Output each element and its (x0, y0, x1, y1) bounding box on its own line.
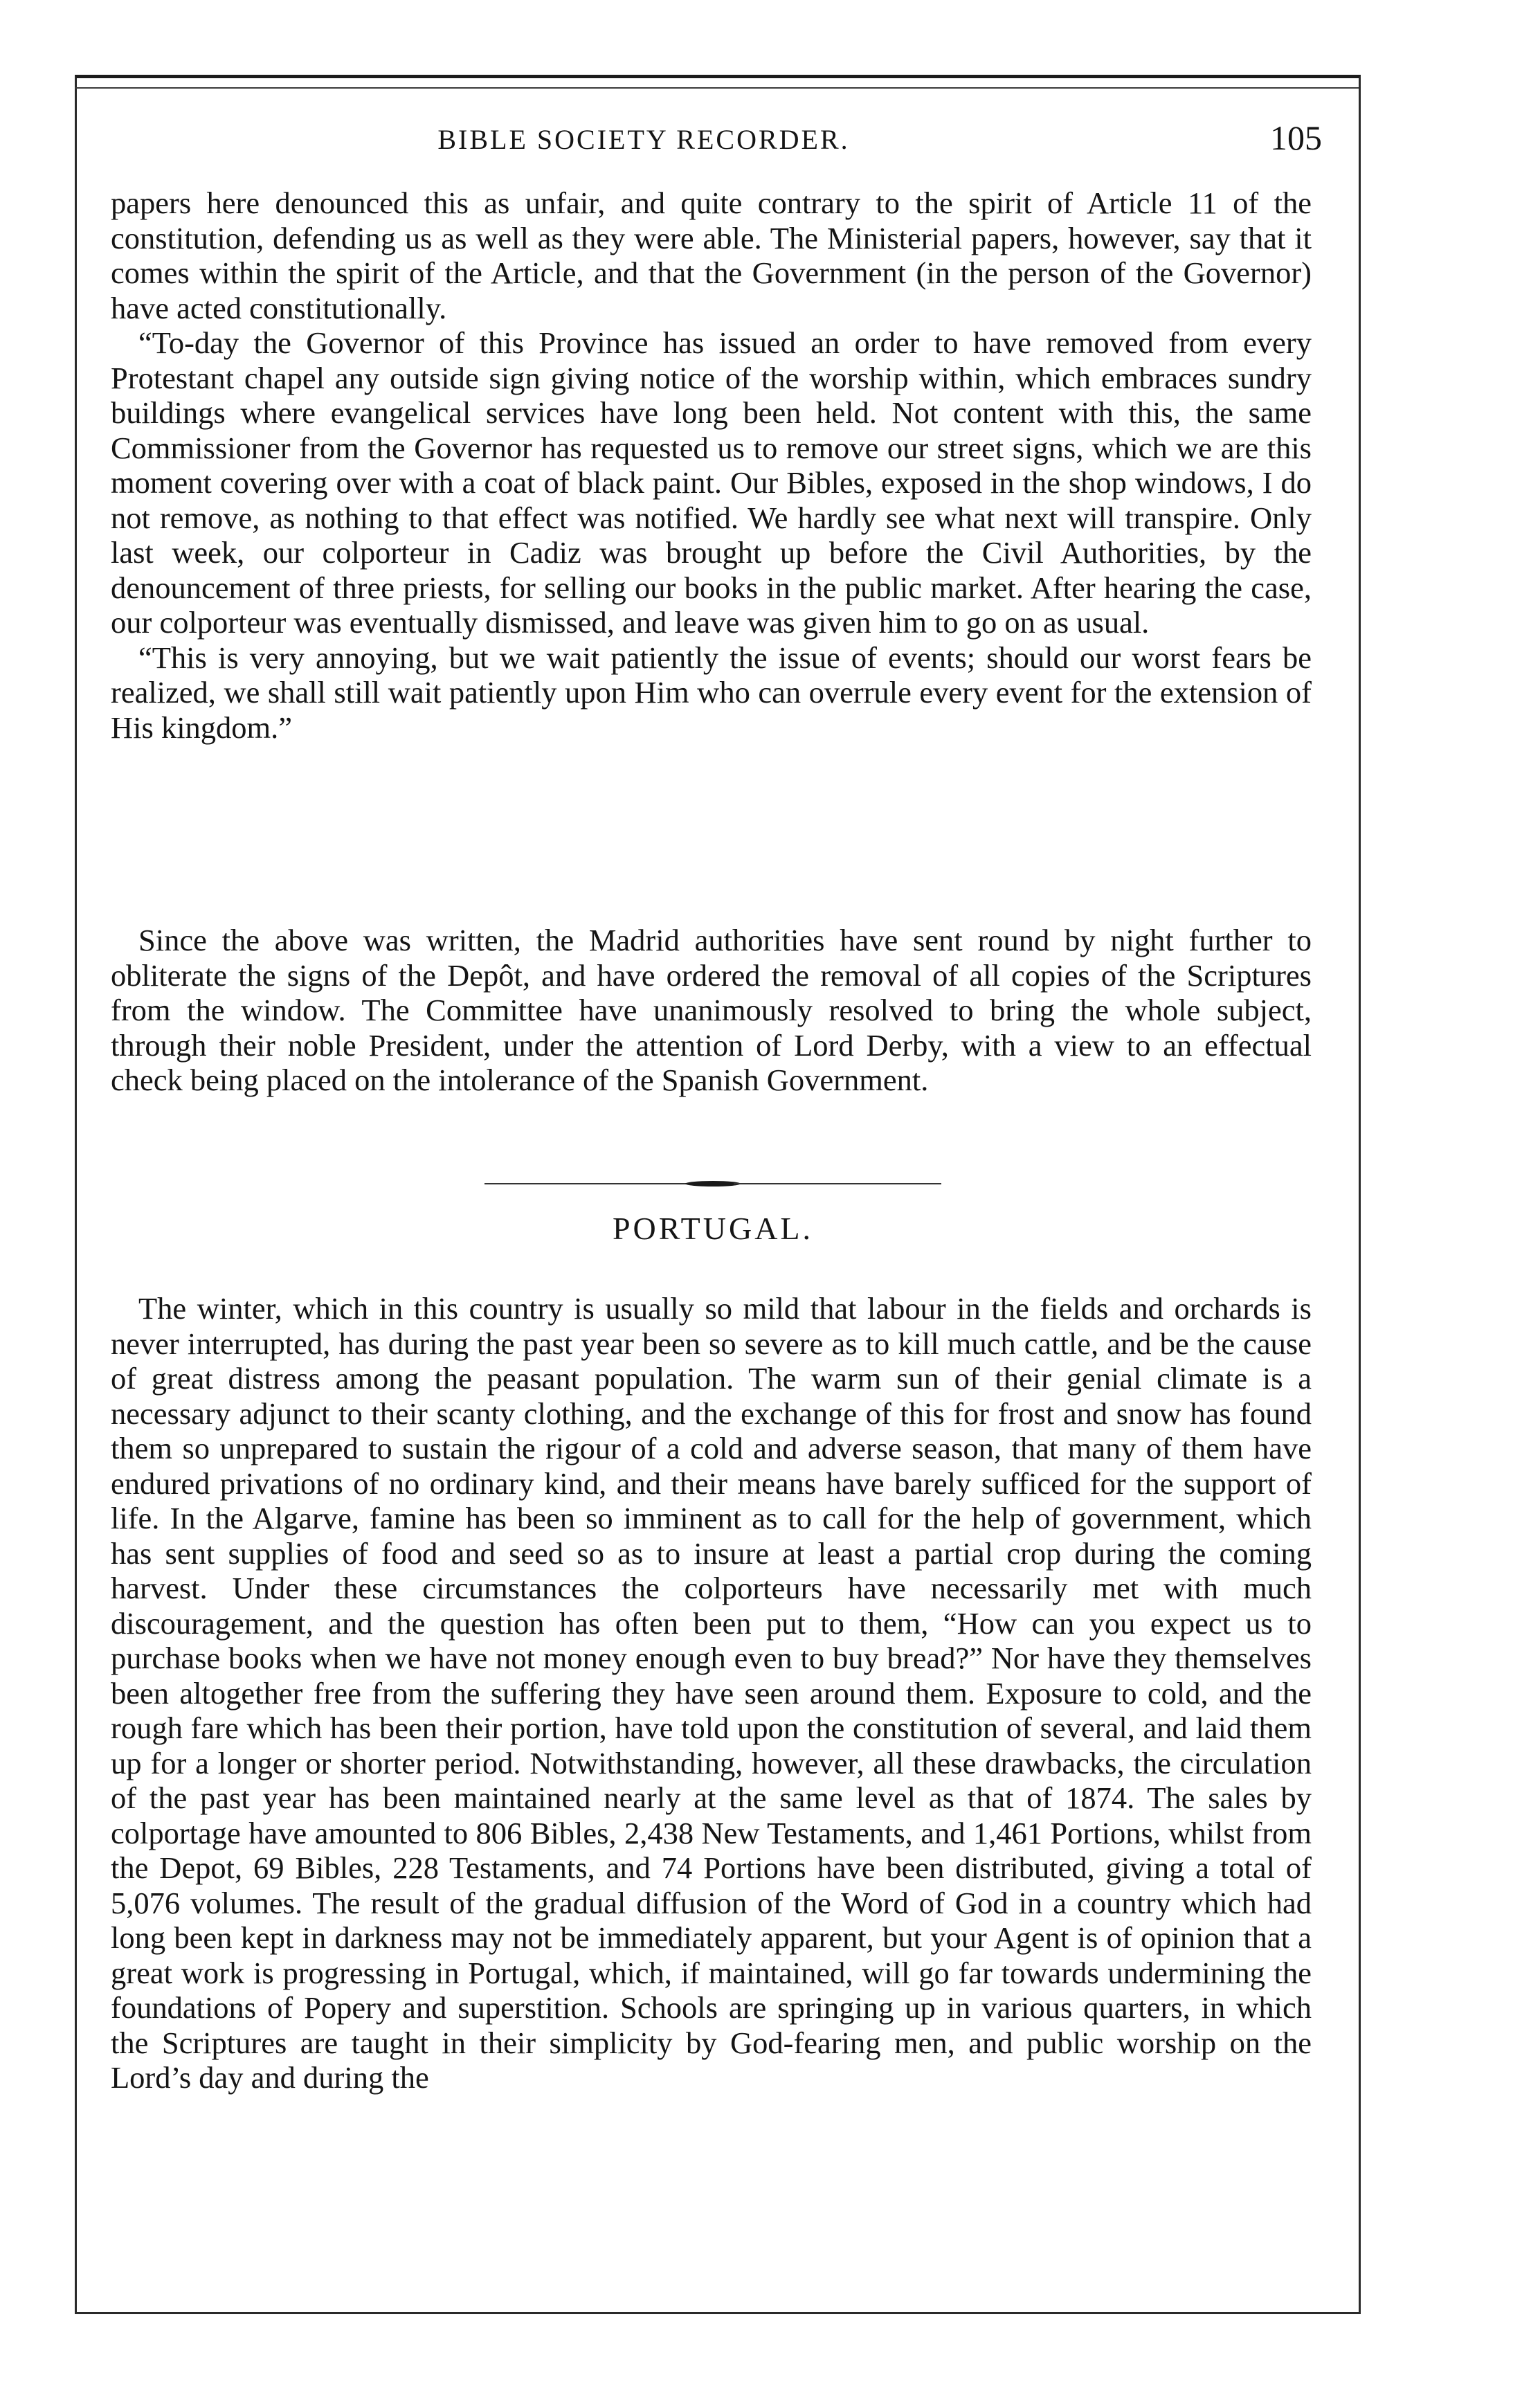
paragraph: Since the above was written, the Madrid authorities have sent round by night further to obliterate the signs of the Depôt, and have ordered the removal of all copies of the Scriptures from the window. The Committee have unanimously resolved to bring the whole subject, through their noble President, under the attention of Lord Derby, with a view to an effectual check being placed on the intolerance of the Spanish Government. (111, 923, 1312, 1097)
divider-line-left (484, 1183, 692, 1184)
paragraph: papers here denounced this as unfair, and quite contrary to the spirit of Article 11 of the constitution, defending us as well as they were able. The Ministerial papers, however, say that it comes within the spirit of the Article, and that the Government (in the person of the Governor) have acted constitutionally. (111, 186, 1312, 325)
divider-line-right (734, 1183, 941, 1184)
paragraph: “To-day the Governor of this Province has issued an order to have removed from every Protestant chapel any outside sign giving notice of the worship within, which embraces sundry buildings where evangelical services have long been held. Not content with this, the same Commissioner from the Governor has requested us to remove our street signs, which we are this moment covering over with a coat of black paint. Our Bibles, exposed in the shop windows, I do not remove, as nothing to that effect was notified. We hardly see what next will transpire. Only last week, our colporteur in Cadiz was brought up before the Civil Authorities, by the denouncement of three priests, for selling our books in the public market. After hearing the case, our colporteur was eventually dismissed, and leave was given him to go on as usual. (111, 325, 1312, 640)
bottom-rule (75, 2312, 1359, 2314)
running-title: BIBLE SOCIETY RECORDER. (437, 124, 850, 155)
section-divider-ornament (484, 1179, 941, 1189)
paragraph: The winter, which in this country is usually so mild that labour in the fields and orchards is never interrupted, has during the past year been so severe as to kill much cattle, and be the cause of great distress among the peasant population. The warm sun of their genial climate is a necessary adjunct to their scanty clothing, and the exchange of this for frost and snow has found them so unprepared to sustain the rigour of a cold and adverse season, that many of them have endured privations of no ordinary kind, and their means have barely sufficed for the support of life. In the Algarve, famine has been so imminent as to call for the help of government, which has sent supplies of food and seed so as to insure at least a partial crop during the coming harvest. Under these circumstances the colporteurs have necessarily met with much discouragement, and the question has often been put to them, “How can you expect us to purchase books when we have not money enough even to buy bread?” Nor have they themselves been altogether free from the suffering they have seen around them. Exposure to cold, and the rough fare which has been their portion, have told upon the constitution of several, and laid them up for a longer or shorter period. Notwithstanding, however, all these drawbacks, the circulation of the past year has been maintained nearly at the same level as that of 1874. The sales by colportage have amounted to 806 Bibles, 2,438 New Testaments, and 1,461 Portions, whilst from the Depot, 69 Bibles, 228 Testaments, and 74 Portions have been distributed, giving a total of 5,076 volumes. The result of the gradual diffusion of the Word of God in a country which had long been kept in darkness may not be immediately apparent, but your Agent is of opinion that a great work is progressing in Portugal, which, if maintained, will go far towards undermining the foundations of Popery and superstition. Schools are springing up in various quarters, in which the Scriptures are taught in their simplicity by God-fearing men, and public worship on the Lord’s day and during the (111, 1291, 1312, 2095)
divider-center-mark (685, 1181, 741, 1187)
page-number: 105 (1270, 118, 1322, 157)
text-block-madrid-update (111, 923, 1312, 1098)
section-heading: PORTUGAL. (612, 1211, 814, 1246)
text-block-spain-continued (111, 186, 1312, 745)
text-block-portugal (111, 1291, 1312, 2095)
paragraph: “This is very annoying, but we wait patiently the issue of events; should our worst fears be realized, we shall still wait patiently upon Him who can overrule every event for the extension of His kingdom.” (111, 640, 1312, 745)
running-head (104, 118, 1322, 166)
top-rule (75, 87, 1359, 89)
